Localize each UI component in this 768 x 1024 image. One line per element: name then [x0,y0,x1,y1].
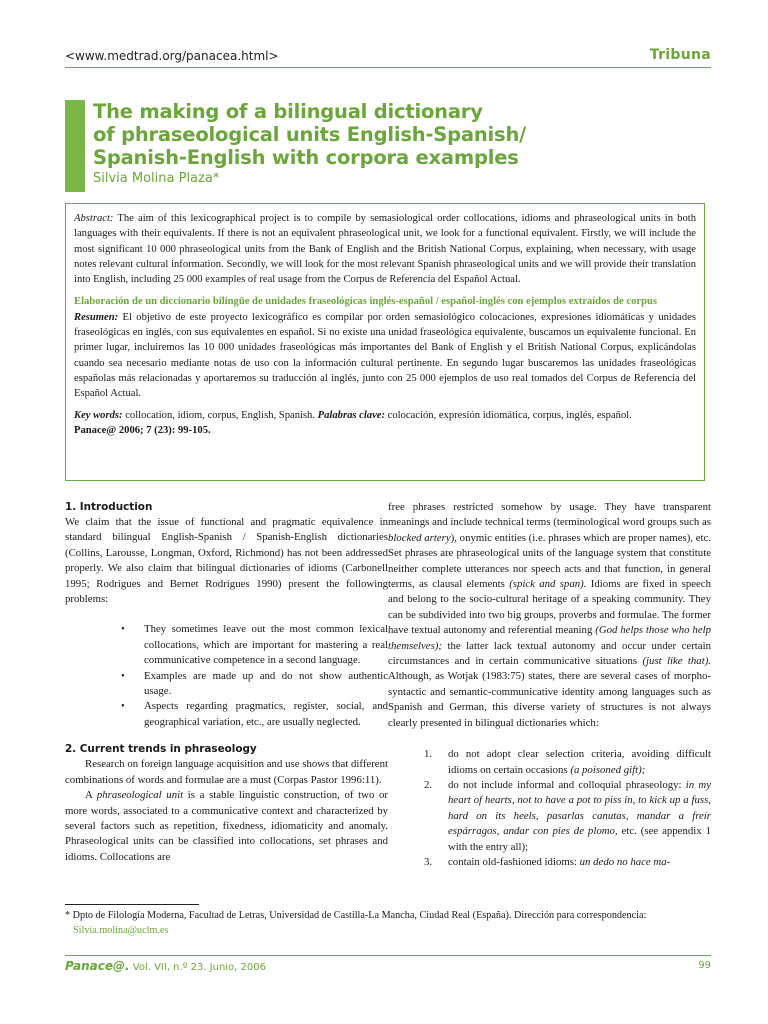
list-item: 2. do not include informal and colloquial phraseology: in my heart of hearts, not to have a pot to piss in, to kick up a fuss, hard on its heels, pasarlas canutas, mandar a freír espárragos, andar con pies de plomo, etc. (see appendix 1 with the entry all); [424,778,712,853]
footer-journal-info [65,959,266,973]
phraseological-unit-paragraph: A phraseological unit is a stable linguistic construction, of two or more words, associated to a communicative context and characterized by several factors such as repetition, fixedness, idiomaticity and anomaly. Phraseological units can be classified into collocations, set phrases and idioms. Collocations are [65,789,388,863]
resumen-paragraph [74,310,696,402]
phrases-paragraph: free phrases restricted somehow by usage. They have transparent meanings and include technical terms (terminological word groups such as blocked artery), onymic entities (i.e. phrases which are proper names), etc. Set phrases are phraseological units of the language system that constitute neither complete utterances nor speech acts and that function, in general terms, as clausal elements (spick and span). Idioms are fixed in speech and belong to the socio-cultural heritage of a speaking community. They can be subdivided into two big groups, proverbs and formulae. The former have textual autonomy and referential meaning (God helps those who help themselves); the latter lack textual autonomy and occur under certain circumstances and in certain communicative situations (just like that). Although, as Wotjak (1983:75) states, there are several cases of morpho-syntactic and semantic-communicative identity among languages such as Spanish and German, this diverse variety of structures is not always clearly presented in bilingual dictionaries which: [388,501,712,729]
list-item: 3. contain old-fashioned idioms: un dedo no hace ma- [424,855,671,868]
bullet-mark: • [121,700,125,713]
spanish-title: Elaboración de un diccionario bilingüe de unidades fraseológicas inglés-español / español-inglés con ejemplos extraídos de corpus [74,296,657,308]
header-url: <www.medtrad.org/panacea.html> [65,49,279,63]
author-name: Silvia Molina Plaza* [93,171,220,186]
section-name: Tribuna [649,47,711,63]
resumen-label: Resumen: [74,311,119,323]
abstract-paragraph [74,211,696,287]
footnote [65,909,715,938]
footer-issue: Vol. VII, n.º 23. Junio, 2006 [129,962,266,973]
section-heading-introduction: 1. Introduction [65,501,153,513]
title-line-2: of phraseological units English-Spanish/ [93,123,527,146]
footer-rule [65,955,711,956]
keywords-label: Key words: [74,409,123,421]
palabras-label: Palabras clave: [317,409,386,421]
problems-list [65,622,388,730]
title-line-1: The making of a bilingual dictionary [93,100,483,123]
title-accent-bar [65,100,85,192]
resumen-text: El objetivo de este proyecto lexicográfico es compilar por orden semasiológico colocaciones, expresiones idiomáticas y unidades fraseológicas en inglés, con sus equivalentes en español. Si no existe una unidad fraseológica equivalente, buscamos un equivalente funcional. En primer lugar, incluiremos las 10 000 unidades fraseológicas más importantes del Bank of English y el British National Corpus, explicándolas cuando sea necesario mediante notas de uso con la información cultural pertinente. En segundo lugar buscaremos las unidades fraseológicas españolas más relacionadas y aportaremos su traducción al inglés, junto con 25 000 ejemplos de uso real tomados del Corpus de Referencia del Español Actual. [74,311,696,400]
citation: Panace@ 2006; 7 (23): 99-105. [74,424,211,436]
list-item: • Examples are made up and do not show authentic usage. [121,669,388,698]
footnote-affiliation: * Dpto de Filología Moderna, Facultad de Letras, Universidad de Castilla-La Mancha, Ciudad Real (España). Dirección para correspondencia: [65,910,647,921]
footer-journal-name: Panace@. [65,959,130,973]
header-rule [65,67,711,68]
footnote-rule [65,904,199,905]
bullet-mark: • [121,669,125,682]
dictionary-problems-list [388,747,711,870]
footnote-email: Silvia.molina@uclm.es [73,924,169,936]
palabras-text: colocación, expresión idiomática, corpus, inglés, español. [385,409,632,421]
abstract-text: The aim of this lexicographical project is to compile by semasiological order collocations, idioms and phraseological units in both languages with their equivalents. If there is not an equivalent phraseological unit, we look for a functional equivalent. Firstly, we will include the most significant 10 000 phraseological units from the Bank of English and the British National Corpus, explaining, when necessary, with usage notes relevant cultural information. Secondly, we will look for the most relevant Spanish phraseological units and we will provide their translation into English, including 25 000 examples of real usage from the Corpus de Referencia del Español Actual. [74,213,696,286]
list-item: 1. do not adopt clear selection criteria, avoiding difficult idioms on certain occasions (a poisoned gift); [424,748,711,776]
trends-paragraph: Research on foreign language acquisition and use shows that different combinations of words and formulae are a must (Corpas Pastor 1996:11). [65,758,388,786]
bullet-mark: • [121,623,125,636]
list-item: • They sometimes leave out the most common lexical collocations, which are important for mastering a real communicative competence in a second language. [121,623,388,667]
abstract-label: Abstract: [74,213,114,224]
right-column [388,500,711,870]
left-column [65,500,388,865]
keywords-paragraph [74,408,696,423]
section-heading-current-trends: 2. Current trends in phraseology [65,743,257,756]
keywords-text: collocation, idiom, corpus, English, Spanish. [122,409,318,421]
abstract-box [65,203,705,481]
list-item: • Aspects regarding pragmatics, register, social, and geographical variation, etc., are usually neglected. [121,700,388,728]
page-number: 99 [698,960,711,971]
title-line-3: Spanish-English with corpora examples [93,146,519,169]
article-title [93,100,713,169]
intro-paragraph: We claim that the issue of functional and pragmatic equivalence in standard bilingual English-Spanish / Spanish-English dictionaries (Collins, Larousse, Longman, Oxford, Richmond) has not been addressed properly. We also claim that bilingual dictionaries of idioms (Carbonell 1995; Rodrigues and Bernet Rodrigues 1990) present the following problems: [65,516,388,606]
